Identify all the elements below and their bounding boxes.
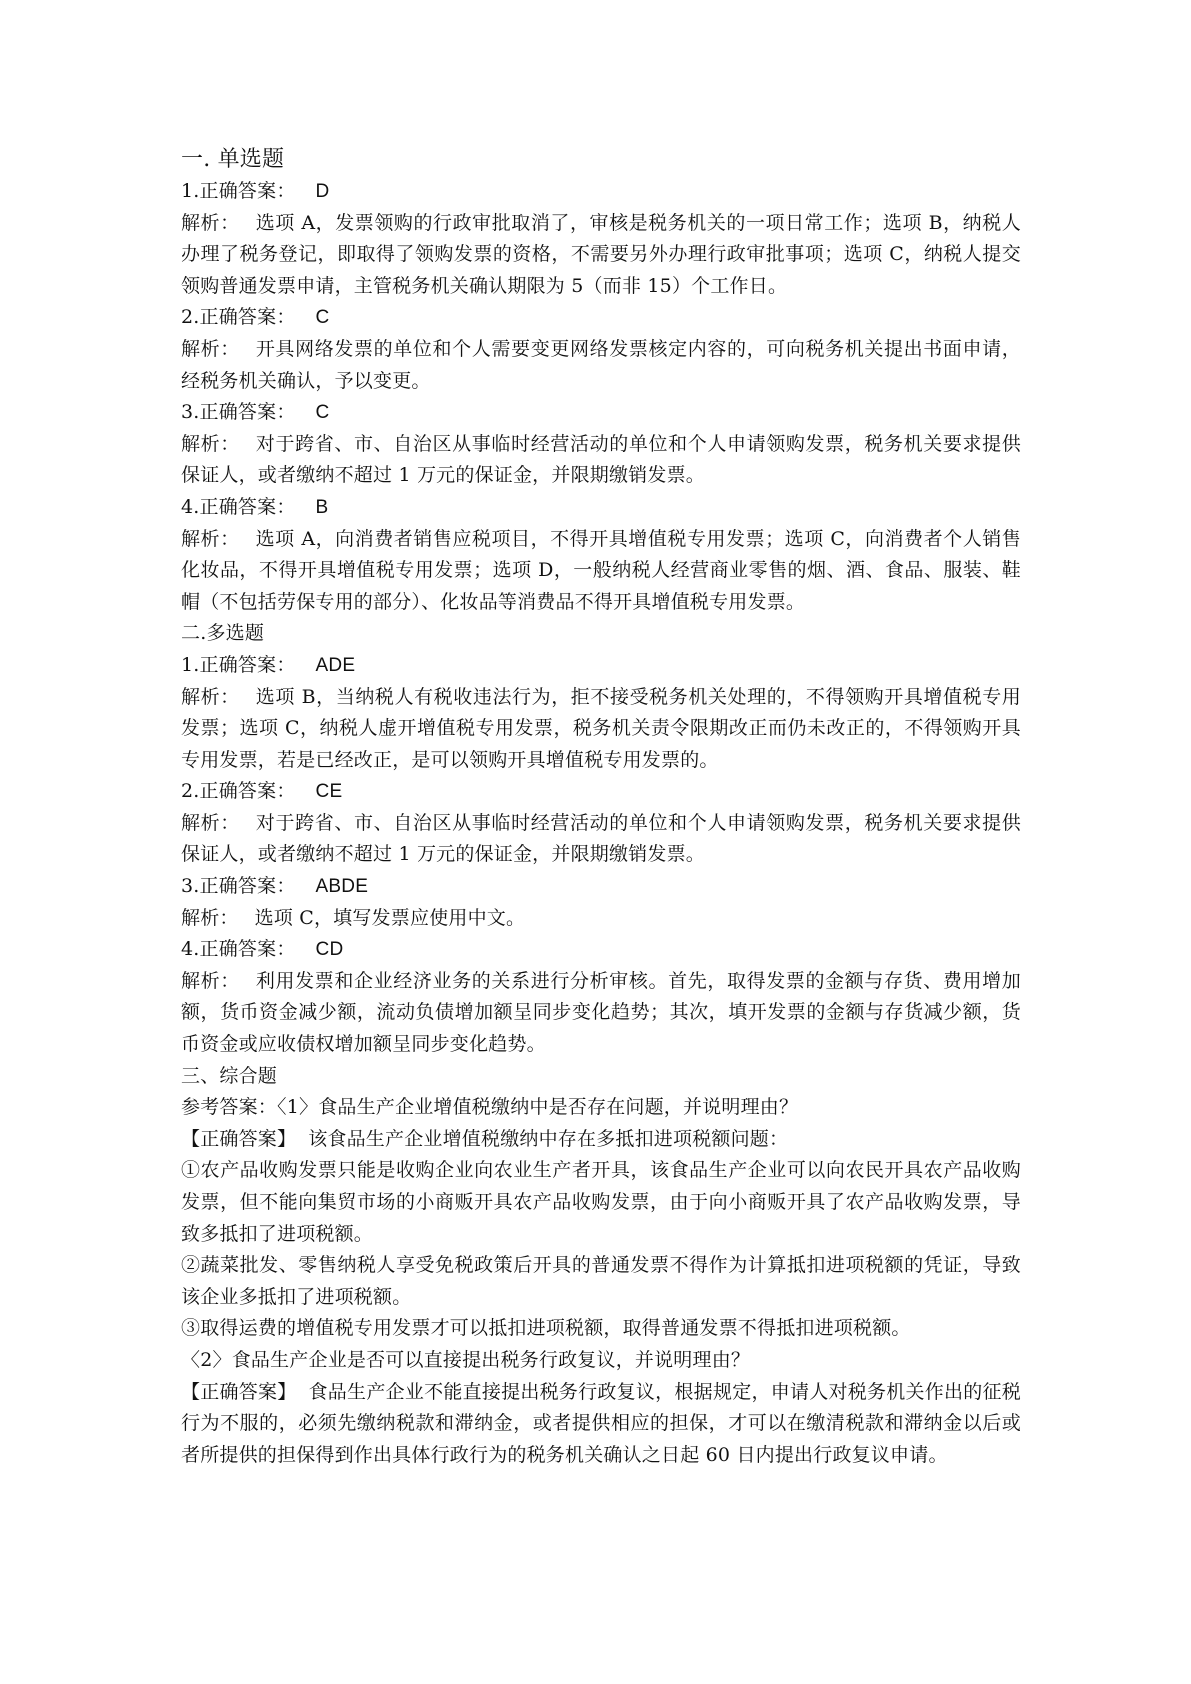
section-title-multi: 二.多选题 [181,622,265,645]
analysis-text [181,682,1021,777]
question-item [181,650,1021,776]
question-item [181,934,1021,1060]
answer-label: 1.正确答案： [181,180,296,202]
question-item [181,776,1021,871]
analysis-text [181,208,1021,303]
answer-value: C [315,307,330,329]
question-item [181,176,1021,302]
answer-label: 1.正确答案： [181,653,296,676]
answer-line [181,871,1021,903]
analysis-label: 解析： [181,811,240,834]
answer-value: C [315,402,330,424]
answer-label: 3.正确答案： [181,401,296,424]
document-content [181,144,1021,1471]
analysis-label: 解析： [181,906,239,929]
correct-answer-body: 该食品生产企业增值税缴纳中存在多抵扣进项税额问题： [308,1127,789,1150]
answer-line [181,650,1021,682]
analysis-label: 解析： [181,211,240,234]
answer-value: D [315,181,330,202]
answer-value: ABDE [315,876,369,898]
answer-value: B [315,496,329,518]
answer-label: 4.正确答案： [181,938,296,961]
analysis-text [181,334,1021,397]
answer-line [181,302,1021,334]
answer-line [181,934,1021,966]
comprehensive-question-1: 参考答案：〈1〉食品生产企业增值税缴纳中是否存在问题，并说明理由？ [181,1096,799,1119]
analysis-body: 利用发票和企业经济业务的关系进行分析审核。首先，取得发票的金额与存货、费用增加额，货币资金减少额，流动负债增加额呈同步变化趋势；其次，填开发票的金额与存货减少额，货币资金或应收债权增加额呈同步变化趋势。 [181,969,1021,1056]
answer-label: 2.正确答案： [181,306,296,329]
question-item [181,302,1021,397]
answer-line [181,397,1021,429]
correct-answer-label: 【正确答案】 [181,1380,297,1403]
answer-label: 3.正确答案： [181,875,296,898]
analysis-body: 开具网络发票的单位和个人需要变更网络发票核定内容的，可向税务机关提出书面申请，经税务机关确认，予以变更。 [181,337,1021,392]
analysis-body: 对于跨省、市、自治区从事临时经营活动的单位和个人申请领购发票，税务机关要求提供保证人，或者缴纳不超过 1 万元的保证金，并限期缴销发票。 [181,811,1021,866]
question-item [181,397,1021,492]
question-item [181,492,1021,618]
comprehensive-point-2: ②蔬菜批发、零售纳税人享受免税政策后开具的普通发票不得作为计算抵扣进项税额的凭证，导致该企业多抵扣了进项税额。 [181,1254,1021,1308]
analysis-text [181,808,1021,871]
comprehensive-answer-2 [181,1377,1021,1472]
analysis-text [181,903,1021,935]
analysis-body: 选项 A，向消费者销售应税项目，不得开具增值税专用发票；选项 C，向消费者个人销售化妆品，不得开具增值税专用发票；选项 D，一般纳税人经营商业零售的烟、酒、食品、服装、鞋帽（不包括劳保专用的部分）、化妆品等消费品不得开具增值税专用发票。 [181,527,1021,613]
answer-value: CE [315,781,343,803]
analysis-label: 解析： [181,969,240,992]
analysis-text [181,524,1021,619]
answer-value: ADE [315,654,356,676]
comprehensive-question-2: 〈2〉食品生产企业是否可以直接提出税务行政复议，并说明理由？ [181,1348,751,1371]
analysis-label: 解析： [181,527,240,550]
comprehensive-answer-1 [181,1124,1021,1156]
analysis-body: 选项 B，当纳税人有税收违法行为，拒不接受税务机关处理的，不得领购开具增值税专用发票；选项 C，纳税人虚开增值税专用发票，税务机关责令限期改正而仍未改正的，不得领购开具专用发票，若是已经改正，是可以领购开具增值税专用发票的。 [181,685,1021,771]
question-item [181,871,1021,934]
analysis-body: 选项 A，发票领购的行政审批取消了，审核是税务机关的一项日常工作；选项 B，纳税人办理了税务登记，即取得了领购发票的资格，不需要另外办理行政审批事项；选项 C，纳税人提交领购普通发票申请，主管税务机关确认期限为 5（而非 15）个工作日。 [181,211,1021,297]
answer-line [181,176,1021,208]
answer-line [181,776,1021,808]
analysis-body: 对于跨省、市、自治区从事临时经营活动的单位和个人申请领购发票，税务机关要求提供保证人，或者缴纳不超过 1 万元的保证金，并限期缴销发票。 [181,432,1021,487]
correct-answer-body: 食品生产企业不能直接提出税务行政复议，根据规定，申请人对税务机关作出的征税行为不服的，必须先缴纳税款和滞纳金，或者提供相应的担保，才可以在缴清税款和滞纳金以后或者所提供的担保得到作出具体行政行为的税务机关确认之日起 60 日内提出行政复议申请。 [181,1380,1021,1466]
answer-line [181,492,1021,524]
analysis-text [181,966,1021,1061]
section-title-comprehensive: 三、综合题 [181,1064,278,1087]
comprehensive-point-3: ③取得运费的增值税专用发票才可以抵扣进项税额，取得普通发票不得抵扣进项税额。 [181,1317,911,1340]
correct-answer-label: 【正确答案】 [181,1127,297,1150]
analysis-label: 解析： [181,337,240,360]
analysis-body: 选项 C，填写发票应使用中文。 [254,906,526,929]
answer-label: 4.正确答案： [181,495,296,518]
analysis-text [181,429,1021,492]
analysis-label: 解析： [181,432,240,455]
answer-value: CD [315,939,344,961]
section-title-single: 一. 单选题 [181,147,285,172]
analysis-label: 解析： [181,685,240,708]
comprehensive-point-1: ①农产品收购发票只能是收购企业向农业生产者开具，该食品生产企业可以向农民开具农产品收购发票，但不能向集贸市场的小商贩开具农产品收购发票，由于向小商贩开具了农产品收购发票，导致多抵扣了进项税额。 [181,1159,1021,1245]
answer-label: 2.正确答案： [181,780,296,803]
